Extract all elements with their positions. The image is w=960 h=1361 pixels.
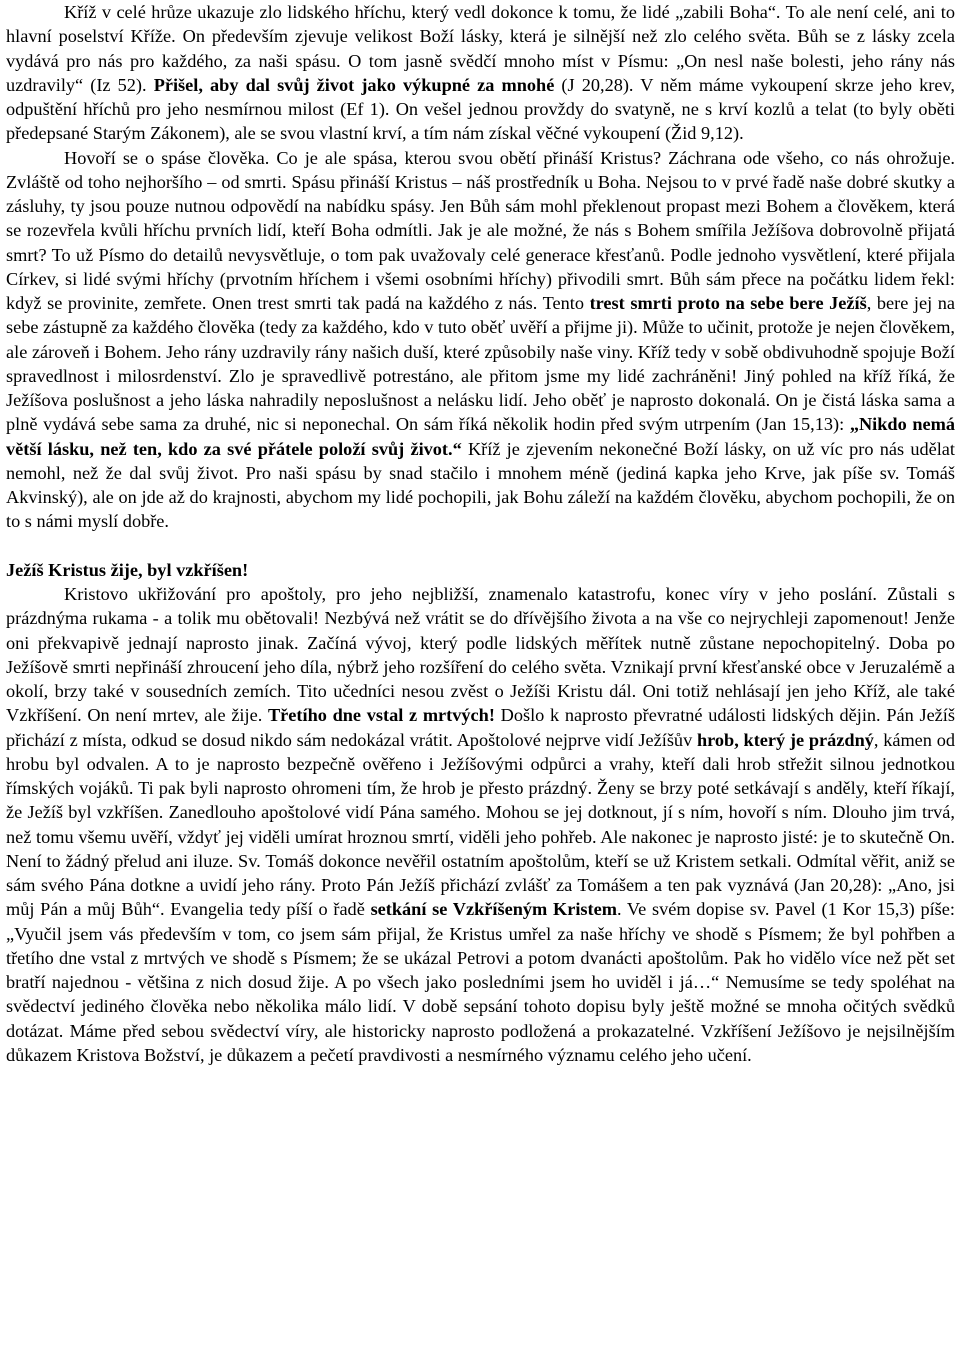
bold-phrase: Třetího dne vstal z mrtvých!: [267, 705, 495, 726]
bold-phrase: hrob, který je prázdný: [696, 729, 874, 750]
document-page: [6, 0, 955, 1067]
paragraph-text: Kříž v celé hrůze ukazuje zlo lidského hříchu, který vedl dokonce k tomu, že lidé „zabili Boha“. To ale není celé, ani to hlavní poselství Kříže. On především zjevuje velikost Boží lásky, která je silnější než zlo celého světa. Bůh se z lásky zcela vydává pro nás pro každého, za naši spásu. O tom jasně svědčí mnoho míst v Písmu: „On nesl naše bolesti, jeho rány nás uzdravily“ (Iz 52).: [6, 2, 955, 95]
paragraph-text: Kristovo ukřižování pro apoštoly, pro jeho nejbližší, znamenalo katastrofu, konec víry v jeho poslání. Zůstali s prázdnýma rukama - a tolik mu obětovali! Nezbývá než vrátit se do dřívějšího života a na vše co nejrychleji zapomenout! Jenže oni překvapivě jednají naprosto jinak. Začíná vývoj, který podle lidských měřítek nutně zůstane nepochopitelný. Doba po Ježíšově smrti nepřináší zhroucení jeho díla, nýbrž jeho rozšíření do celého světa. Vznikají první křesťanské obce v Jeruzalémě a okolí, brzy také v sousedních zemích. Tito učedníci nesou zvěst o Ježíši Kristu dál. Oni totiž nehlásají jen jeho Kříž, ale také Vzkříšení. On není mrtev, ale žije.: [6, 584, 955, 726]
paragraph-text: Došlo k naprosto převratné události lidských dějin. Pán Ježíš přichází z místa, odkud se dosud nikdo sám nedokázal vrátit. Apoštolové nejprve vidí Ježíšův: [6, 705, 955, 750]
paragraph-text: Kříž je zjevením nekonečné Boží lásky, on už víc pro nás udělat nemohl, než že dal svůj život. Pro naši spásu by snad stačilo i mnohem méně (jediná kapka jeho Krve, jak píše sv. Tomáš Akvinský), ale on jde až do krajnosti, abychom my lidé pochopili, jak Bohu záleží na každém člověku, abychom pochopili, že on to s námi myslí dobře.: [6, 438, 955, 532]
section-heading: Ježíš Kristus žije, byl vzkříšen!: [6, 559, 249, 580]
paragraph-cross-love: [6, 0, 955, 146]
paragraph-text: . Ve svém dopise sv. Pavel (1 Kor 15,3) píše: „Vyučil jsem vás především v tom, co jsem sám přijal, že Kristus umřel za naše hříchy ve shodě s Písmem; že byl pohřben a třetího dne vstal z mrtvých ve shodě s Písmem; že se ukázal Petrovi a potom dvanácti apoštolům. Pak ho vidělo více než pět set bratří najednou - většina z nich dosud žije. A po všech jako posledními jsem ho uviděl i já…“ Nemusíme se tedy spoléhat na svědectví jediného člověka nebo několika málo lidí. V době sepsání tohoto dopisu byly ještě možné se mnoha očitých svědků dotázat. Máme před sebou svědectví víry, ale historicky naprosto podložená a prokazatelné. Vzkříšení Ježíšovo je nejsilnějším důkazem Kristova Božství, je důkazem a pečetí pravdivosti a nesmírného významu celého jeho učení.: [6, 899, 955, 1065]
paragraph-spacer: [6, 534, 955, 558]
paragraph-text: , kámen od hrobu byl odvalen. A to je naprosto bezpečně ověřeno i Ježíšovými odpůrci a vrahy, kteří dali hrob střežit silnou jednotkou římských vojáků. Ti pak byli naprosto ohromeni tím, že hrob je přesto prázdný. Ženy se brzy poté setkávají s anděly, kteří říkají, že Ježíš byl vzkříšen. Zanedlouho apoštolové vidí Pána samého. Mohou se jej dotknout, jí s ním, hovoří s ním. Dlouho jim trvá, než tomu všemu uvěří, vždyť jej viděli umírat hroznou smrtí, viděli jeho pohřeb. Ale nakonec je naprosto jisté: je to skutečně On. Není to žádný přelud ani iluze. Sv. Tomáš dokonce nevěřil ostatním apoštolům, kteří se už Kristem setkali. Odmítal věřit, aniž se sám svého Pána dotkne a uvidí jeho rány. Proto Pán Ježíš přichází zvlášť za Tomášem a ten pak vyznává (Jan 20,28): „Ano, jsi můj Pán a můj Bůh“. Evangelia tedy píší o řadě: [6, 729, 955, 920]
bold-phrase: setkání se Vzkříšeným Kristem: [370, 899, 617, 920]
bold-quote: „Nikdo nemá větší lásku, než ten, kdo za své přátele položí svůj život.“: [6, 414, 956, 459]
paragraph-salvation: [6, 146, 955, 534]
paragraph-text: (J 20,28). V něm máme vykoupení skrze jeho krev, odpuštění hříchů pro jeho nesmírnou milost (Ef 1). On vešel jednou provždy do svatyně, ne s krví kozlů a telat (to byly oběti předepsané Starým Zákonem), ale se svou vlastní krví, a tím nám získal věčné vykoupení (Žid 9,12).: [6, 74, 955, 144]
bold-phrase: trest smrti proto na sebe bere Ježíš: [589, 293, 867, 313]
paragraph-resurrection: [6, 582, 955, 1067]
paragraph-text: Hovoří se o spáse člověka. Co je ale spása, kterou svou obětí přináší Kristus? Záchrana ode všeho, co nás ohrožuje. Zvláště od toho nejhoršího – od smrti. Spásu přináší Kristus – náš prostředník u Boha. Nejsou to v prvé řadě naše dobré skutky a zásluhy, ty jsou pouze nutnou odpovědí na nabídku spásy. Jen Bůh sám mohl překlenout propast mezi Bohem a člověkem, která se rozevřela kvůli hříchu prvních lidí, kteří Boha odmítli. Jak je ale možné, že nás s Bohem smířila Ježíšova dobrovolně přijatá smrt? To už Písmo do detailů nevysvětluje, o tom pak uvažovaly celé generace křesťanů. Podle jednoho vysvětlení, které přijala Církev, si lidé svými hříchy (prvotním hříchem i všemi osobními hříchy) přivodili smrt. Bůh sám přece na počátku lidem řekl: když se provinite, zemřete. Onen trest smrti tak padá na každého z nás. Tento: [6, 147, 955, 313]
paragraph-text: , bere jej na sebe zástupně za každého člověka (tedy za každého, kdo v tuto oběť uvěří a přijme ji). Může to učinit, protože je nejen člověkem, ale zároveň i Bohem. Jeho rány uzdravily rány našich duší, které způsobily naše viny. Kříž tedy v sobě obdivuhodně spojuje Boží spravedlnost i milosrdenství. Zlo je spravedlivě potrestáno, ale přitom jsme my lidé zachráněni! Jiný pohled na kříž říká, že Ježíšova poslušnost a jeho láska nahradily neposlušnost a nelásku lidí. Jeho oběť je naprosto dokonalá. On je čistá láska sama a plně vydává sebe sama za druhé, nic si neponechal. On sám říká několik hodin před svým utrpením (Jan 15,13):: [6, 293, 955, 435]
bold-phrase: Přišel, aby dal svůj život jako výkupné za mnohé: [153, 74, 555, 95]
